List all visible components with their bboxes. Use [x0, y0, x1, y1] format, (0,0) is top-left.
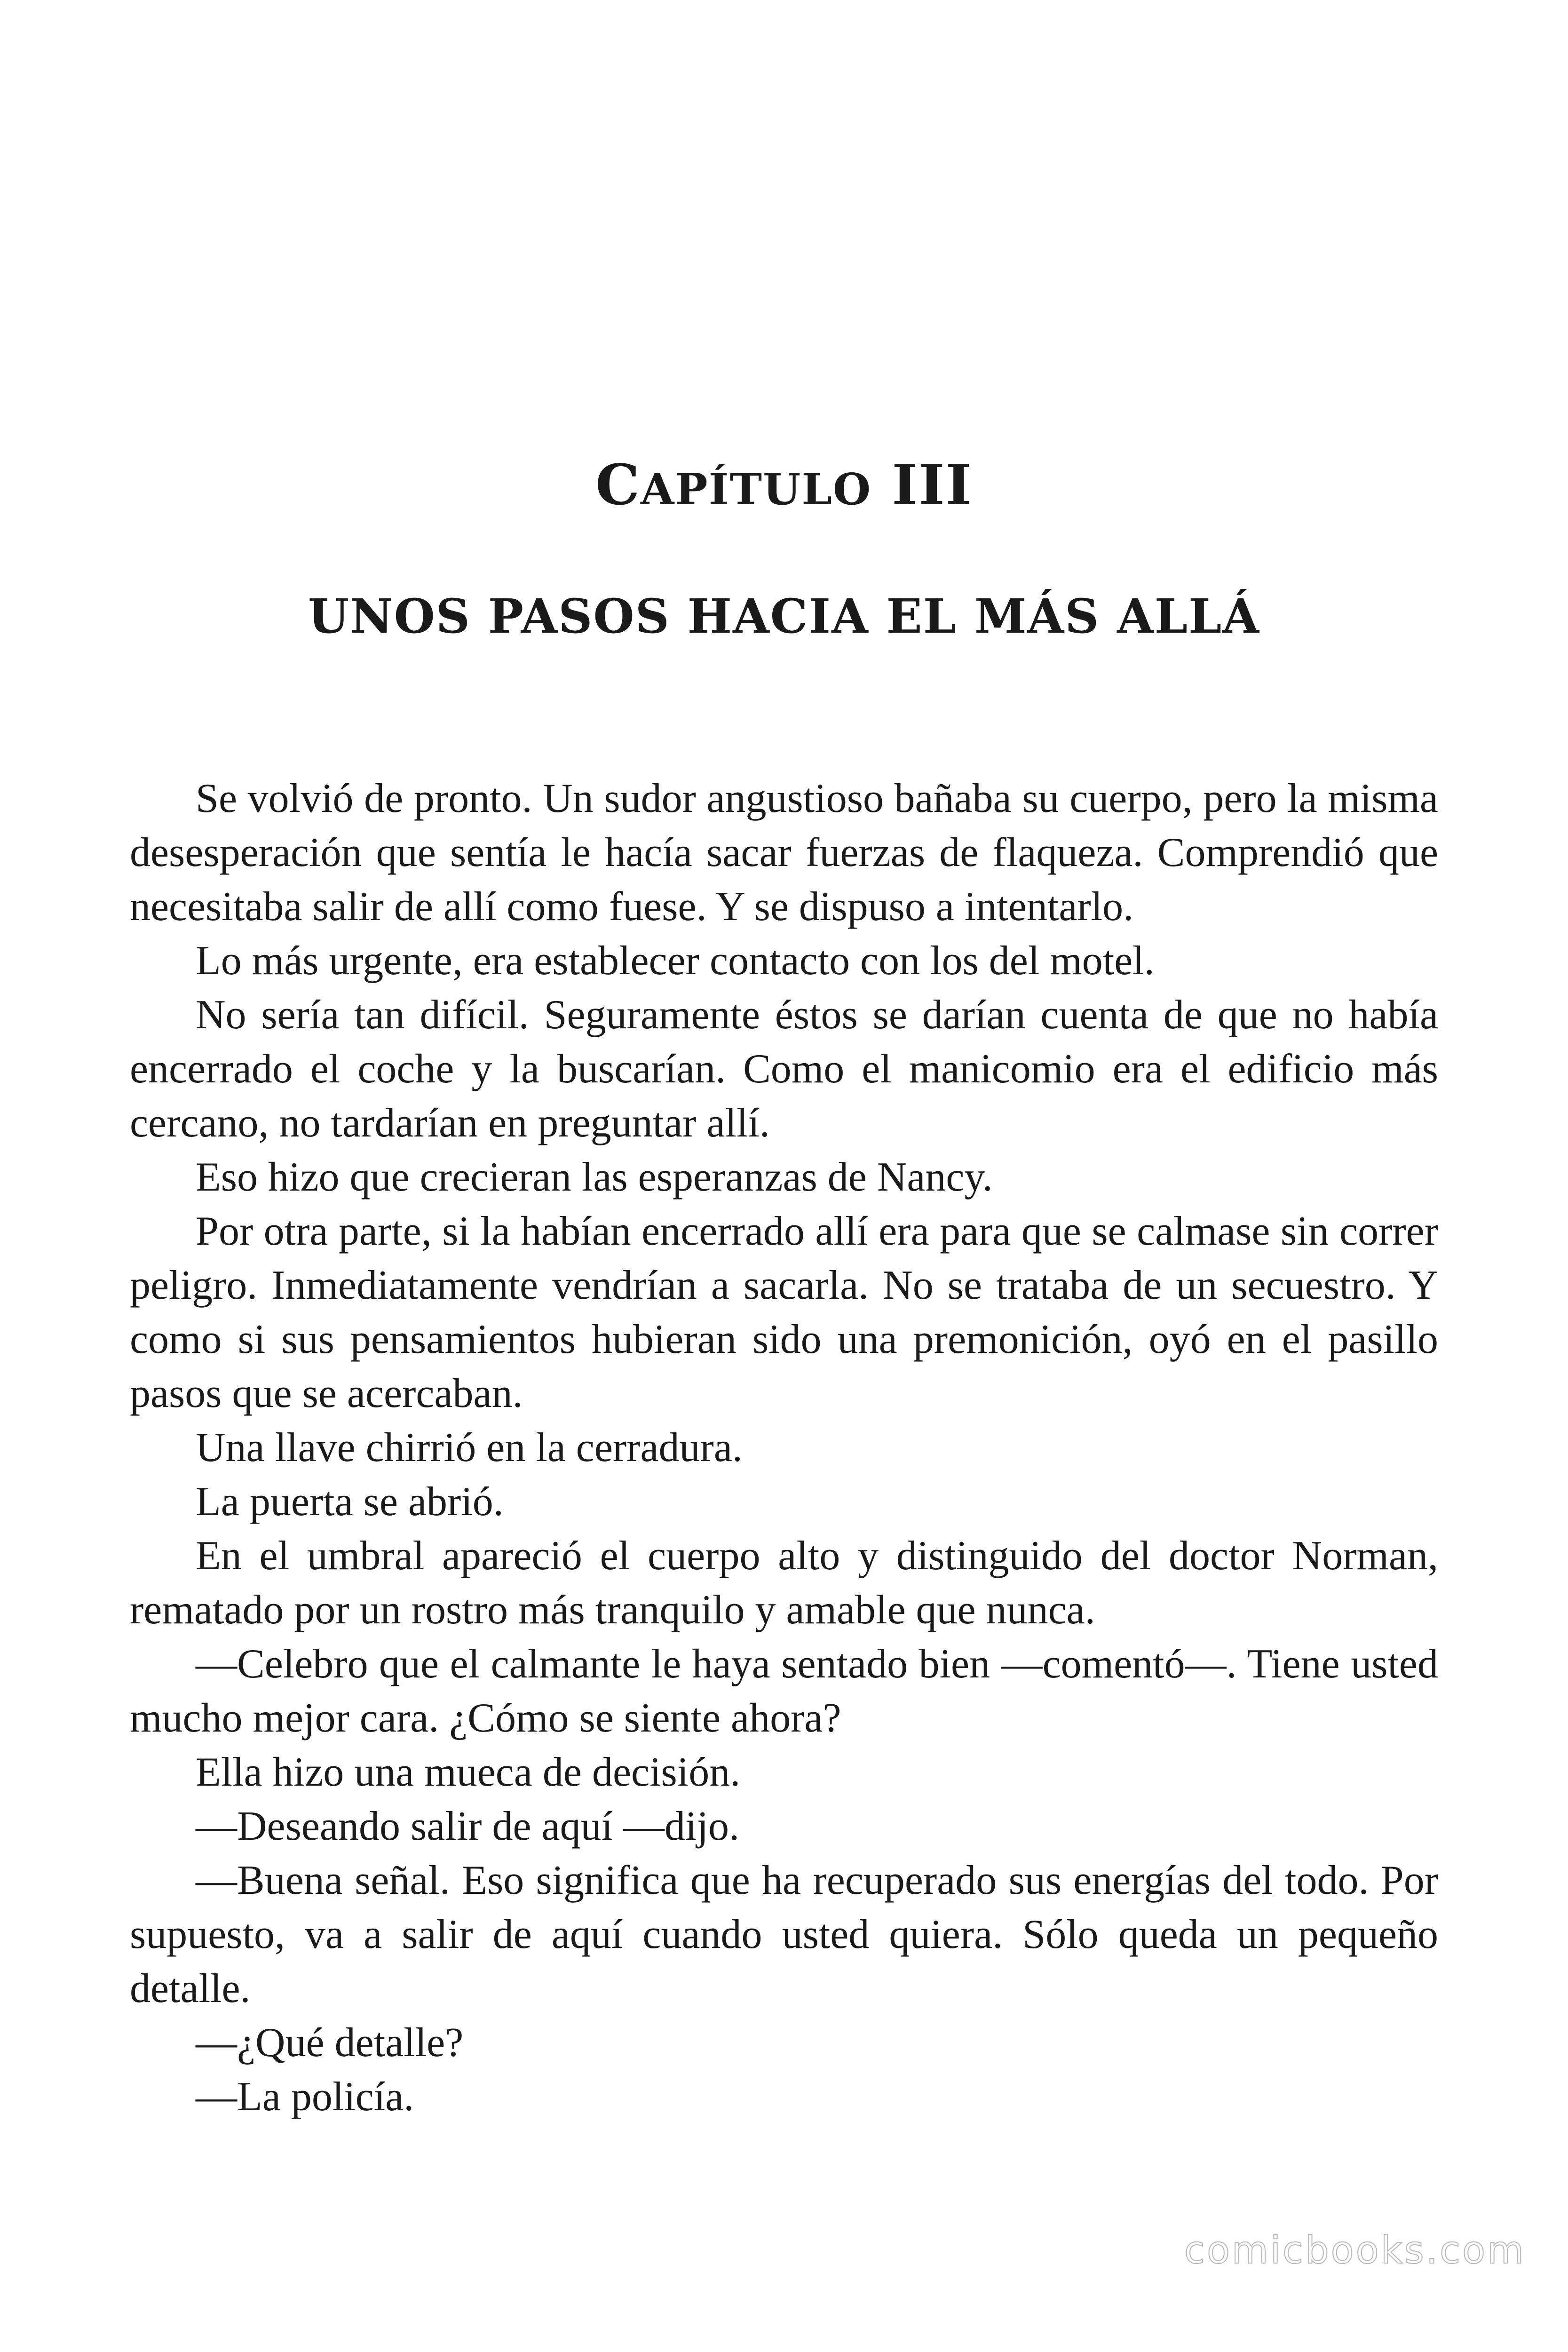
chapter-number-rest: APÍTULO: [641, 464, 872, 515]
watermark: comicbooks.com: [1184, 2228, 1526, 2272]
chapter-title: UNOS PASOS HACIA EL MÁS ALLÁ: [308, 588, 1260, 644]
paragraph: Por otra parte, si la habían encerrado allí era para que se calmase sin correr peligro. Inmediatamente vendrían a sacarla. No se trataba de un secuestro. Y como si sus pensamientos hubieran sido una premonición, oyó en el pasillo pasos que se acercaban.: [130, 1208, 1438, 1416]
paragraph: —¿Qué detalle?: [196, 2020, 464, 2066]
paragraph: La puerta se abrió.: [196, 1479, 504, 1525]
chapter-number: [0, 452, 1568, 518]
paragraph: Eso hizo que crecieran las esperanzas de Nancy.: [196, 1154, 993, 1200]
paragraph: No sería tan difícil. Seguramente éstos se darían cuenta de que no había encerrado el coche y la buscarían. Como el manicomio era el edificio más cercano, no tardarían en preguntar allí.: [130, 992, 1438, 1146]
paragraph: —Celebro que el calmante le haya sentado bien —comentó—. Tiene usted mucho mejor cara. ¿Cómo se siente ahora?: [130, 1641, 1438, 1741]
paragraph: Se volvió de pronto. Un sudor angustioso bañaba su cuerpo, pero la misma desesperación que sentía le hacía sacar fuerzas de flaqueza. Comprendió que necesitaba salir de allí como fuese. Y se dispuso a intentarlo.: [130, 776, 1438, 930]
paragraph: —La policía.: [196, 2074, 414, 2120]
chapter-body: [130, 771, 1438, 2124]
paragraph: Ella hizo una mueca de decisión.: [196, 1749, 741, 1795]
paragraph: —Deseando salir de aquí —dijo.: [196, 1804, 739, 1849]
paragraph: Lo más urgente, era establecer contacto con los del motel.: [196, 938, 1155, 984]
chapter-number-initial: C: [595, 452, 641, 517]
paragraph: En el umbral apareció el cuerpo alto y distinguido del doctor Norman, rematado por un rostro más tranquilo y amable que nunca.: [130, 1533, 1438, 1633]
paragraph: —Buena señal. Eso significa que ha recuperado sus energías del todo. Por supuesto, va a salir de aquí cuando usted quiera. Sólo queda un pequeño detalle.: [130, 1858, 1438, 2011]
paragraph: Una llave chirrió en la cerradura.: [196, 1425, 743, 1470]
chapter-number-roman: III: [892, 452, 973, 517]
